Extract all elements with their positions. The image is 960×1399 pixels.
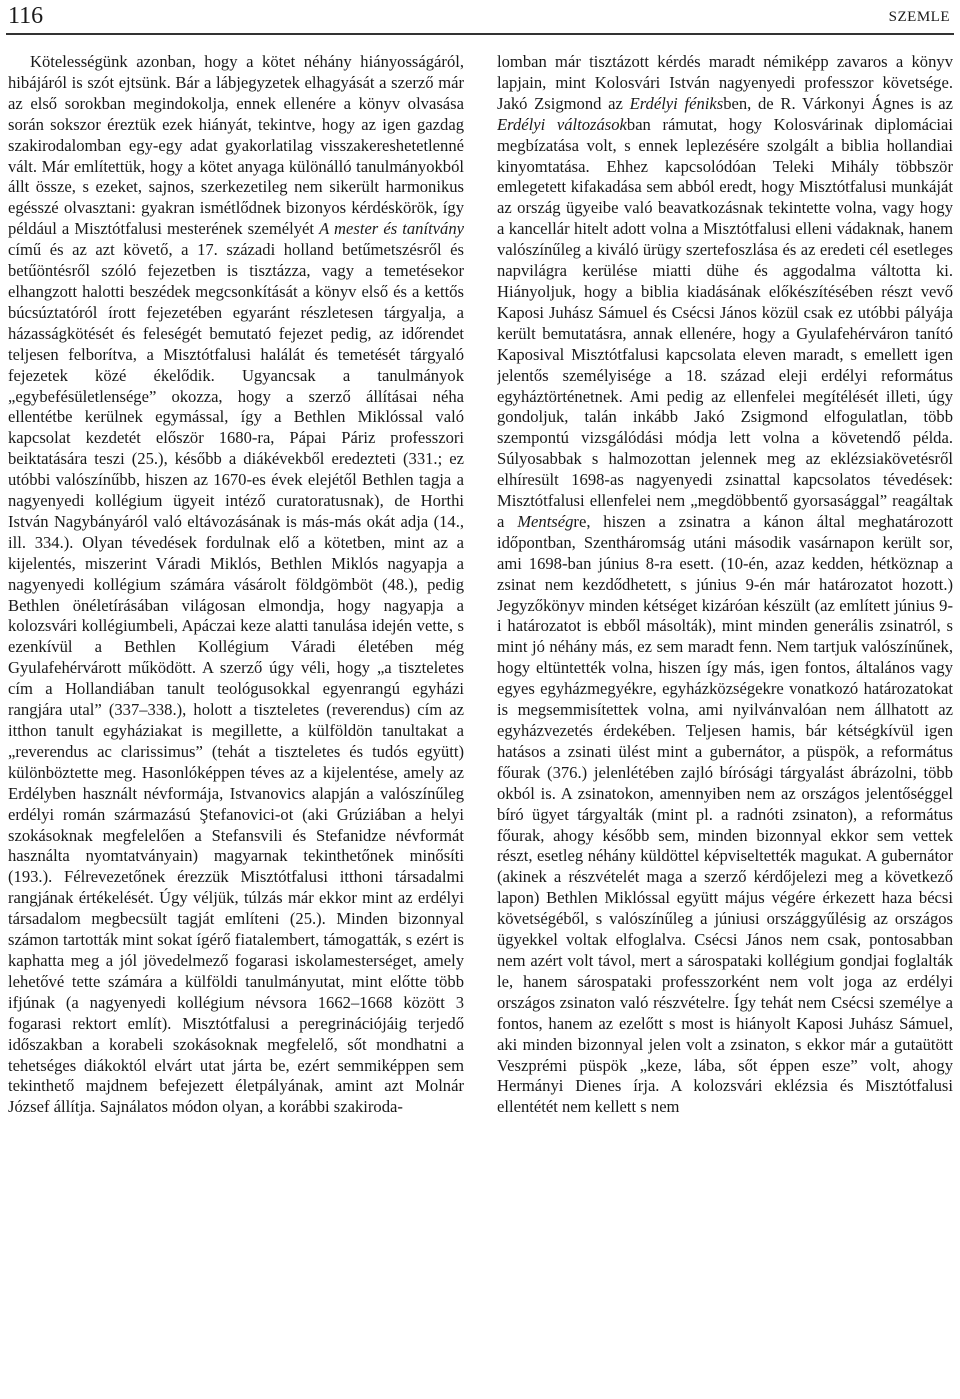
text-run: lomban már tisztázott kérdés maradt némiképp zavaros a könyv lapjain, mint Kolosvári István nagyenyedi professzor követsége. Jakó Zsigmond az (497, 52, 953, 113)
text-run: című és az azt követő, a 17. századi holland betűmetszésről és betűöntésről szóló fejezetben is tisztázza, vagy a temetésekor elhangzott halotti beszédek megcsonkítását a könyv első és a kettős búcsúztatóról írott fejezetében egyaránt részletesen tárgyalja, a házasságkötését és feleségét bemutató fejezet pedig, az időrendet teljesen felborítva, a Misztótfalusi halálát és temetését tárgyaló fejezetek közé ékelődik. Ugyancsak a tanulmányok „egybefésületlensége” okozza, hogy a szerző állításai néha ellentétbe kerülnek egymással, így a Bethlen Miklóssal való kapcsolat kezdetét először 1680-ra, Pápai Páriz professzori beiktatására teszi (25.), később a diákévekből eredezteti (331.; ez utóbbi valószínűbb, hiszen az 1670-es évek elejétől Bethlen tagja a nagyenyedi kollégium ügyeit intéző curatoratusnak), de Horthi István Nagybányáról való eltávozásának is más-más okát adja (14., ill. 334.). Olyan tévedések fordulnak elő a kötetben, mint az a kijelentés, miszerint Váradi Miklós, Bethlen Miklós nagyapja a nagyenyedi kollégium számára vásárolt földgömböt (48.), pedig Bethlen önéletírásában világosan elmondja, hogy nagyapja a kolozsvári kollégiumbeli, Apáczai keze alatti tanulása idején vette, s ezenkívül a Bethlen Kollégium Váradi életében még Gyulafehérvárott működött. A szerző úgy véli, hogy „a tiszteletes cím a Hollandiában tanult teológusokkal egyenrangú egyházi rangjára utal” (337–338.), holott a tiszteletes (reverendus) cím az itthon tanult egyháziakat is megillette, a külföldön tanultakat a „reverendus ac clarissimus” (tehát a tiszteletes és tudós együtt) különböztette meg. Hasonlóképpen téves az a kijelentése, amely az Erdélyben használt névformája, Istvanovics alapján a valószínűleg erdélyi román származású Ştefanovici-ot (aki Grúziában a helyi szokásoknak megfelelően a Stefansvili és Stefanidze névformát használta nyomtatványain) magyarnak tekinthetőnek minősíti (193.). Félrevezetőnek érezzük Misztótfalusi itthoni társadalmi rangjának értékelését. Úgy véljük, túlzás már ekkor mint az erdélyi társadalom megbecsült tagját említeni (25.). Minden bizonnyal számon tartották mint sokat ígérő fiatalembert, támogatták, s ezért is kaphatta meg a jól jövedelmező fogarasi iskolamesterséget, amely lehetővé tette számára a külföldi tanulmányutat, mint előtte több ifjúnak (a nagyenyedi kollégium névsora 1662–1668 között 3 fogarasi rektort említ). Misztótfalusi a peregrinációjáig terjedő időszakban a korabeli szokásoknak megfelelő, sőt mondhatni a tehetséges diákoktól elvárt utat járta be, ezért semmiképpen sem tekinthető majdnem befejezett életpályának, amint azt Molnár József állítja. Sajnálatos módon olyan, a korábbi szakiroda- (8, 240, 464, 1117)
running-head: SZEMLE (888, 9, 950, 25)
text-run: ben, de R. Várkonyi Ágnes is az (723, 93, 953, 113)
left-column (8, 52, 464, 1392)
text-run: re, hiszen a zsinatra a kánon által meghatározott időpontban, Szentháromság utáni második vasárnapon került sor, ami 1698-ban június 8-ra esett. (10-én, azaz kedden, hétköznap a zsinat nem kezdődhetett, s június 9-én már határozatot hozott.) Jegyzőkönyv minden kétséget kizáróan készült (az említett június 9-i határozatot is ebből másolták), mint minden generális zsinatról, s mint jó néhány más, ez sem maradt fenn. Nem tartjuk valószínűnek, hogy eltüntették volna, hiszen így más, igen fontos, általános vagy egyes egyházmegyékre, egyházközségekre vonatkozó határozatokat is megsemmisítettek volna, ami nyilvánvalóan nem állhatott az egyházvezetés érdekében. Teljesen hamis, bár kétségkívül igen hatásos a zsinati ülést mint a gubernátor, a püspök, a református főurak (376.) jelenlétében zajló bírósági tárgyalást ábrázolni, több okból is. A zsinatokon, amennyiben nem az országos jelentőséggel bíró ügyet tárgyalták (mint pl. a radnóti zsinaton), a református főurak, ahogy később sem, minden bizonnyal ekkor sem vettek részt, esetleg néhány küldöttel képviseltették magukat. A gubernátor (akinek a részvételét maga a szerző kérdőjelezi meg a következő lapon) Bethlen Miklóssal együtt május végére érkezett haza bécsi követségéből, s valószínűleg a júniusi országgyűlésig az országos ügyekkel voltak elfoglalva. Csécsi János nem csak, pontosabban nem azért volt távol, mert a sárospataki kollégium gondjai foglalták le, hanem sárospataki professzorként nem volt joga az erdélyi országos zsinaton való részvételre. Így tehát nem Csécsi személye a fontos, hanem az ezelőtt s most is hiányolt Kaposi Juhász Sámuel, aki minden bizonnyal jelen volt a zsinaton, s ekkor már a gutaütött Veszprémi püspök „keze, lába, sőt éppen esze” volt, ahogy Hermányi Dienes írja. A kolozsvári eklézsia és Misztótfalusi ellentétét nem kellett s nem (497, 511, 953, 1117)
right-column (497, 52, 953, 1392)
italic-title-run: A mester és tanítvány (319, 219, 464, 239)
page-header (0, 0, 960, 36)
text-run: Kötelességünk azonban, hogy a kötet néhány hiányosságáról, hibájáról is szót ejtsünk. Bár a lábjegyzetek elhagyását a szerző már az első sorokban megindokolja, ennek ellenére a könyv olvasása során sokszor éreztük ezek hiányát, tekintve, hogy az igen gazdag szakirodalomban egy-egy adat gyakorlatilag visszakereshetetlenné vált. Már említettük, hogy a kötet anyaga különálló tanulmányokból állt össze, s ezeket, sajnos, szerkezetileg nem sikerült harmonikus egésszé olvasztani: gyakran ismétlődnek bizonyos kérdéskörök, így például a Misztótfalusi mesterének személyét (8, 52, 464, 239)
right-column-paragraph (497, 52, 953, 1118)
italic-title-run: Mentség (517, 511, 574, 531)
left-column-paragraph (8, 52, 464, 1118)
italic-title-run: Erdélyi változások (497, 114, 627, 134)
header-rule (6, 33, 954, 35)
page-number: 116 (8, 3, 44, 29)
italic-title-run: Erdélyi féniks (629, 93, 724, 113)
text-run: ban rámutat, hogy Kolosvárinak diplomáciai megbízatása volt, s ennek leplezésére szolgált a biblia hollandiai kinyomtatása. Ehhez kapcsolódóan Teleki Mihály többször emlegetett kifakadása sem abból eredt, hogy Misztótfalusi munkáját az ország ügyeibe való beavatkozásnak tekintette volna, vagy hogy a kancellár hitelt adott volna a Misztótfalusi elleni vádaknak, hanem valószínűleg a kiváló ürügy szertefoszlása és az eredeti cél esetleges napvilágra kerülése miatti dühe és aggodalma váltotta ki. Hiányoljuk, hogy a biblia kiadásának előkészítésében részt vevő Kaposi Juhász Sámuel és Csécsi János közül csak ez utóbbi pályája került bemutatásra, annak ellenére, hogy a Gyulafehérváron tanító Kaposival Misztótfalusi kapcsolata eleven maradt, s emellett igen jelentős személyisége a 18. század eleji erdélyi református egyháztörténetnek. Ami pedig az ellenfelei megítélését illeti, úgy gondoljuk, talán inkább Jakó Zsigmond elfogulatlan, több szempontú vizsgálódási módja lett volna a követendő példa. Súlyosabbak s halmozottan jelennek meg az eklézsiakövetésről elhíresült 1698-as nagyenyedi zsinattal kapcsolatos tévedések: Misztótfalusi ellenfelei nem „megdöbbentő gyorsasággal” reagáltak a (497, 114, 953, 531)
